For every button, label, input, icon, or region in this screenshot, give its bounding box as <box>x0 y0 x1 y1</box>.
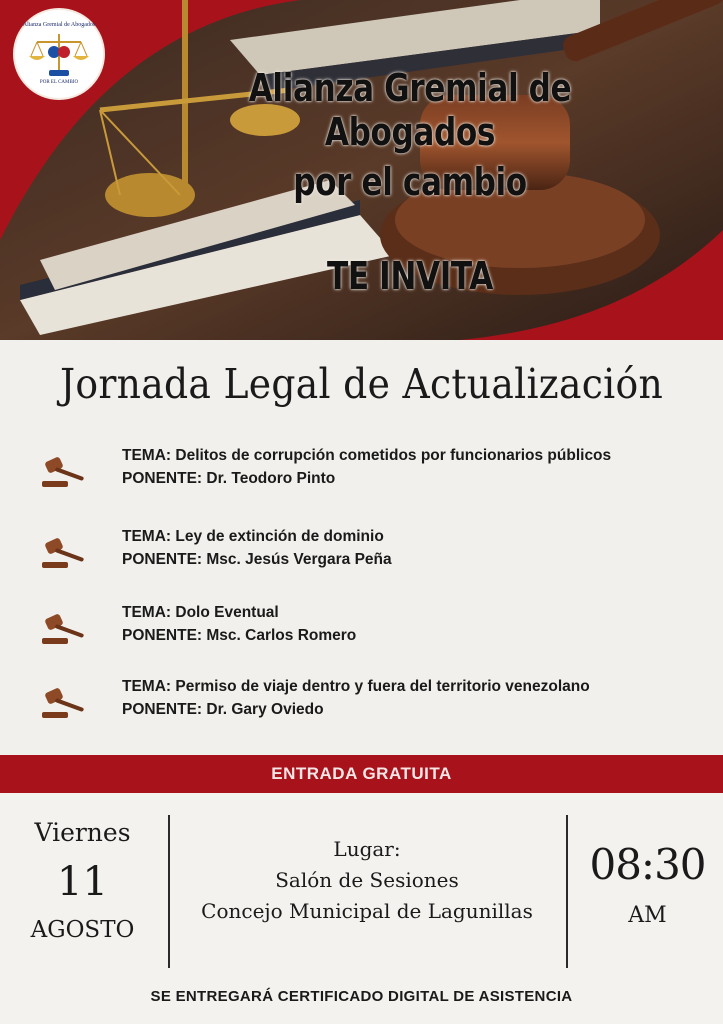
topic-ponente: PONENTE: Msc. Jesús Vergara Peña <box>122 551 392 568</box>
place-label: Lugar: <box>333 837 401 861</box>
hero-title-line-3: TE INVITA <box>326 254 494 298</box>
logo-bottom-text: POR EL CAMBIO <box>39 80 79 85</box>
time-value: 08:30 <box>589 840 706 889</box>
gavel-icon <box>38 453 90 489</box>
divider <box>566 815 568 968</box>
topic-tema: TEMA: Delitos de corrupción cometidos por funcionarios públicos <box>122 447 612 464</box>
event-time <box>572 840 723 928</box>
topic-ponente: PONENTE: Dr. Teodoro Pinto <box>122 470 336 487</box>
gavel-icon <box>38 684 90 720</box>
topic-item <box>0 447 723 497</box>
organization-logo <box>15 10 103 98</box>
free-entry-banner: ENTRADA GRATUITA <box>0 755 723 793</box>
event-location <box>172 834 562 927</box>
hero-banner <box>0 0 723 340</box>
topic-item <box>0 604 723 654</box>
topic-tema: TEMA: Permiso de viaje dentro y fuera del territorio venezolano <box>122 678 590 695</box>
place-line-1: Salón de Sesiones <box>275 868 459 892</box>
gavel-icon <box>38 610 90 646</box>
hero-title-line-2: por el cambio <box>293 160 527 204</box>
gavel-icon <box>38 534 90 570</box>
hero-title-line-1: Alianza Gremial de Abogados <box>248 66 572 154</box>
logo-ring-text: Alianza Gremial de Abogados <box>22 22 96 28</box>
topic-item <box>0 528 723 578</box>
time-period: AM <box>628 903 667 928</box>
month: AGOSTO <box>30 917 135 943</box>
topic-item <box>0 678 723 728</box>
place-line-2: Concejo Municipal de Lagunillas <box>201 899 533 923</box>
event-heading: Jornada Legal de Actualización <box>59 360 664 408</box>
topic-tema: TEMA: Ley de extinción de dominio <box>122 528 384 545</box>
divider <box>168 815 170 968</box>
event-date <box>0 818 165 943</box>
day-number: 11 <box>57 859 108 905</box>
certificate-notice: SE ENTREGARÁ CERTIFICADO DIGITAL DE ASISTENCIA <box>150 988 573 1005</box>
topic-ponente: PONENTE: Dr. Gary Oviedo <box>122 701 324 718</box>
day-of-week: Viernes <box>34 818 131 847</box>
topic-tema: TEMA: Dolo Eventual <box>122 604 279 621</box>
topic-ponente: PONENTE: Msc. Carlos Romero <box>122 627 357 644</box>
